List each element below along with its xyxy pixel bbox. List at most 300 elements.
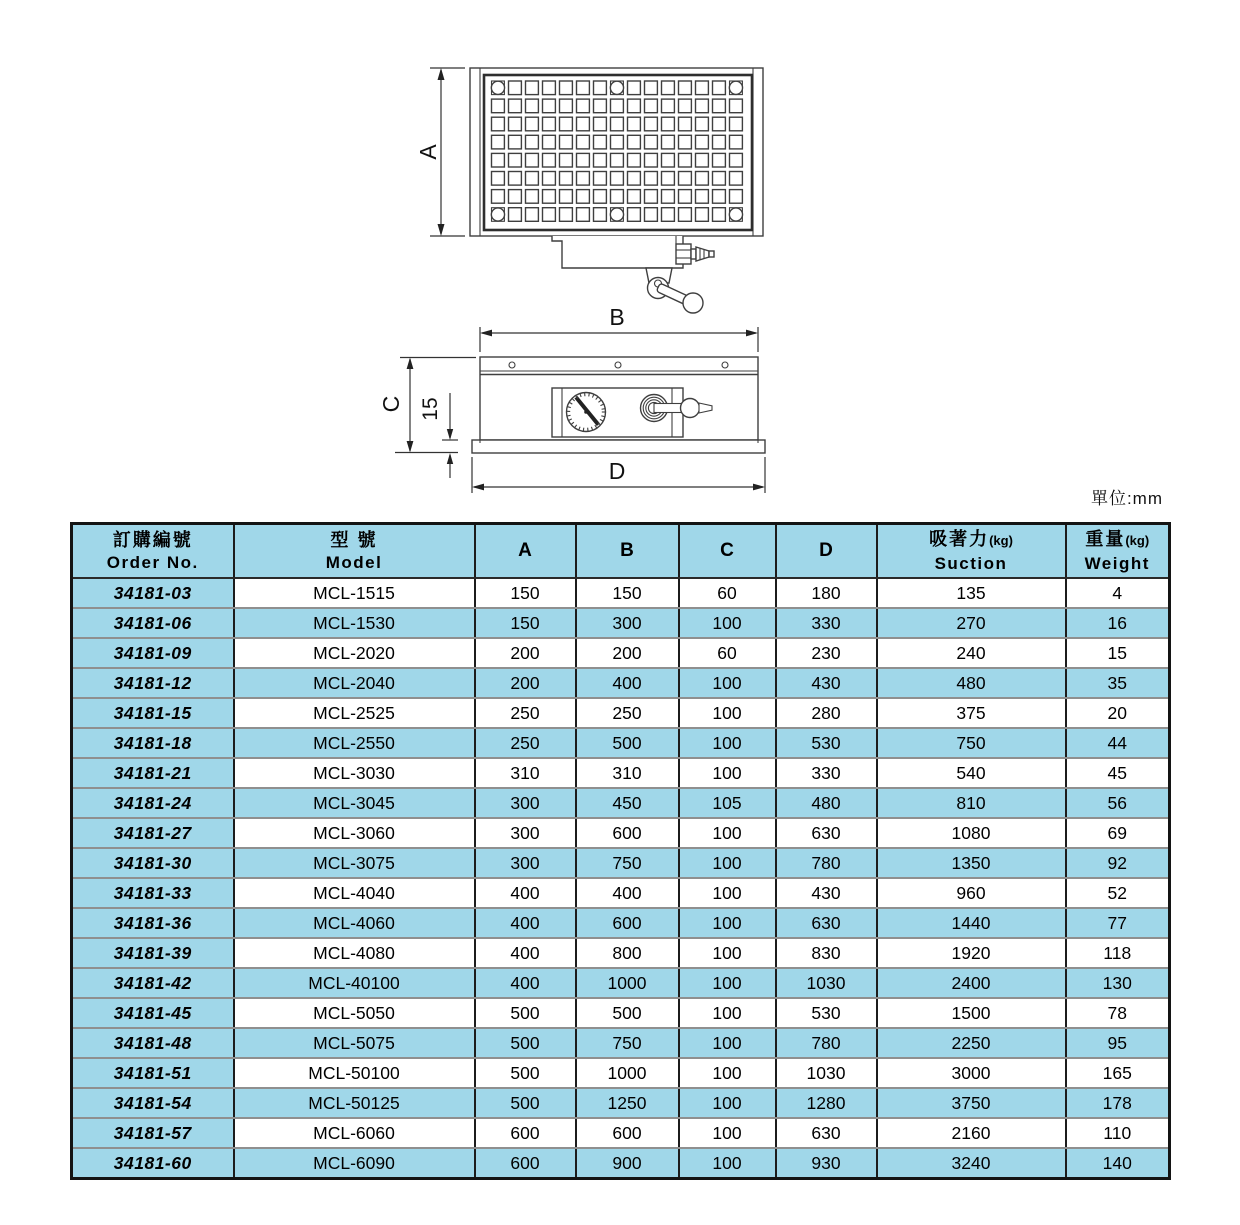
cell-suction: 810 (877, 788, 1066, 818)
mount-hole (610, 208, 623, 221)
pole-square (577, 208, 590, 222)
pole-square (492, 153, 505, 167)
header-label-zh: D (819, 540, 833, 561)
cell-d: 430 (776, 668, 877, 698)
pole-square (492, 190, 505, 204)
cell-model: MCL-5075 (234, 1028, 475, 1058)
pole-square (679, 153, 692, 167)
pole-square (543, 135, 556, 149)
cell-a: 200 (475, 638, 576, 668)
cell-b: 750 (576, 1028, 679, 1058)
pole-square (628, 190, 641, 204)
pole-square (730, 190, 743, 204)
cell-weight: 56 (1066, 788, 1170, 818)
side-view-diagram (378, 304, 765, 493)
cell-c: 100 (679, 1088, 776, 1118)
cell-suction: 750 (877, 728, 1066, 758)
cell-d: 1280 (776, 1088, 877, 1118)
cell-order-no: 34181-12 (72, 668, 234, 698)
gauge-tick (602, 409, 605, 410)
cell-a: 400 (475, 878, 576, 908)
cell-d: 630 (776, 818, 877, 848)
cell-model: MCL-5050 (234, 998, 475, 1028)
cell-a: 400 (475, 938, 576, 968)
pole-square (594, 153, 607, 167)
cell-d: 430 (776, 878, 877, 908)
pole-square (543, 99, 556, 113)
pole-square (509, 172, 522, 186)
cell-b: 600 (576, 818, 679, 848)
pole-square (594, 81, 607, 95)
pole-square (526, 117, 539, 131)
header-cell-c (679, 524, 776, 579)
cell-weight: 92 (1066, 848, 1170, 878)
cell-b: 600 (576, 1118, 679, 1148)
table-row (72, 728, 1170, 758)
cell-suction: 3000 (877, 1058, 1066, 1088)
cell-order-no: 34181-48 (72, 1028, 234, 1058)
dim-label-a: A (415, 144, 441, 160)
cell-model: MCL-4080 (234, 938, 475, 968)
pole-square (713, 135, 726, 149)
cell-d: 630 (776, 1118, 877, 1148)
hose-nipple (676, 244, 714, 264)
pole-square (509, 117, 522, 131)
pole-square (577, 81, 590, 95)
cell-a: 250 (475, 698, 576, 728)
cell-b: 300 (576, 608, 679, 638)
valve-housing (552, 236, 714, 313)
pole-square (543, 172, 556, 186)
cell-b: 900 (576, 1148, 679, 1179)
pole-square (611, 153, 624, 167)
pole-square (509, 153, 522, 167)
cell-order-no: 34181-15 (72, 698, 234, 728)
cell-model: MCL-3030 (234, 758, 475, 788)
cell-order-no: 34181-03 (72, 578, 234, 608)
pole-square (713, 208, 726, 222)
cell-b: 500 (576, 728, 679, 758)
pole-square (611, 99, 624, 113)
pole-square (628, 153, 641, 167)
cell-weight: 52 (1066, 878, 1170, 908)
cell-c: 100 (679, 998, 776, 1028)
pole-square (645, 172, 658, 186)
cell-a: 300 (475, 788, 576, 818)
pole-square (679, 172, 692, 186)
pole-square (645, 153, 658, 167)
table-row (72, 668, 1170, 698)
pole-square (560, 99, 573, 113)
table-row (72, 788, 1170, 818)
table-row (72, 1148, 1170, 1179)
cell-a: 150 (475, 578, 576, 608)
cell-weight: 69 (1066, 818, 1170, 848)
cell-d: 1030 (776, 968, 877, 998)
dim-label-b: B (609, 304, 625, 330)
cell-model: MCL-3045 (234, 788, 475, 818)
cell-weight: 130 (1066, 968, 1170, 998)
pole-square (594, 135, 607, 149)
cell-d: 780 (776, 1028, 877, 1058)
pole-square (662, 208, 675, 222)
pole-square (628, 172, 641, 186)
pole-square (730, 172, 743, 186)
cell-order-no: 34181-60 (72, 1148, 234, 1179)
pole-square (713, 117, 726, 131)
cell-model: MCL-2020 (234, 638, 475, 668)
cell-order-no: 34181-06 (72, 608, 234, 638)
pole-square (492, 117, 505, 131)
header-cell-weight (1066, 524, 1170, 579)
cell-c: 100 (679, 1058, 776, 1088)
spec-table-body (72, 578, 1170, 1179)
pole-square (696, 153, 709, 167)
cell-b: 400 (576, 668, 679, 698)
pole-square (560, 117, 573, 131)
cell-a: 300 (475, 848, 576, 878)
pole-square (730, 153, 743, 167)
cell-a: 500 (475, 998, 576, 1028)
mount-hole (491, 81, 504, 94)
pole-square (560, 208, 573, 222)
cell-b: 450 (576, 788, 679, 818)
pole-square (645, 117, 658, 131)
pole-square (628, 81, 641, 95)
cell-suction: 270 (877, 608, 1066, 638)
cell-order-no: 34181-09 (72, 638, 234, 668)
cell-order-no: 34181-51 (72, 1058, 234, 1088)
cell-suction: 2400 (877, 968, 1066, 998)
mount-hole (610, 81, 623, 94)
cell-a: 150 (475, 608, 576, 638)
cell-model: MCL-2040 (234, 668, 475, 698)
pole-square (662, 81, 675, 95)
pole-square (526, 208, 539, 222)
table-row (72, 1028, 1170, 1058)
cell-order-no: 34181-24 (72, 788, 234, 818)
pole-square (594, 99, 607, 113)
pole-square (730, 135, 743, 149)
pole-square (696, 172, 709, 186)
pole-square (662, 190, 675, 204)
cell-d: 330 (776, 758, 877, 788)
pole-square (509, 208, 522, 222)
pole-square (662, 99, 675, 113)
pole-square (645, 99, 658, 113)
header-cell-b (576, 524, 679, 579)
cell-c: 100 (679, 1148, 776, 1179)
pole-square (696, 135, 709, 149)
cell-a: 600 (475, 1148, 576, 1179)
pole-square (696, 190, 709, 204)
cell-order-no: 34181-54 (72, 1088, 234, 1118)
dim-label-15: 15 (419, 397, 442, 421)
cell-b: 800 (576, 938, 679, 968)
pole-square (560, 135, 573, 149)
header-label-zh: 重量(kg) (1085, 529, 1150, 549)
cell-weight: 77 (1066, 908, 1170, 938)
spec-table (70, 522, 1171, 1180)
header-label-en: Model (325, 553, 383, 572)
cell-weight: 178 (1066, 1088, 1170, 1118)
pole-square (713, 172, 726, 186)
cell-c: 100 (679, 1118, 776, 1148)
pole-square (645, 190, 658, 204)
header-label-zh: A (518, 540, 532, 561)
header-label-zh: B (620, 540, 634, 561)
header-cell-model (234, 524, 475, 579)
cell-order-no: 34181-57 (72, 1118, 234, 1148)
pressure-gauge (567, 393, 606, 432)
pole-square (679, 99, 692, 113)
cell-weight: 16 (1066, 608, 1170, 638)
cell-suction: 960 (877, 878, 1066, 908)
cell-c: 100 (679, 818, 776, 848)
top-view-diagram (415, 68, 763, 313)
pole-square (611, 135, 624, 149)
cell-d: 280 (776, 698, 877, 728)
cell-weight: 4 (1066, 578, 1170, 608)
cell-model: MCL-2525 (234, 698, 475, 728)
cell-model: MCL-6090 (234, 1148, 475, 1179)
cell-d: 1030 (776, 1058, 877, 1088)
dim-label-d: D (608, 458, 626, 484)
table-row (72, 638, 1170, 668)
cell-model: MCL-3075 (234, 848, 475, 878)
cell-suction: 2160 (877, 1118, 1066, 1148)
table-row (72, 938, 1170, 968)
unit-note: 單位:mm (1090, 489, 1163, 508)
mount-hole (491, 208, 504, 221)
technical-drawing (0, 0, 1240, 515)
pole-square (594, 208, 607, 222)
table-row (72, 848, 1170, 878)
cell-weight: 165 (1066, 1058, 1170, 1088)
table-row (72, 878, 1170, 908)
pole-square (543, 117, 556, 131)
pole-square (645, 81, 658, 95)
header-unit: (kg) (1125, 533, 1150, 548)
cell-suction: 135 (877, 578, 1066, 608)
pole-square (492, 99, 505, 113)
pole-square (713, 99, 726, 113)
cell-weight: 20 (1066, 698, 1170, 728)
cell-d: 530 (776, 998, 877, 1028)
pole-square (560, 190, 573, 204)
cell-b: 500 (576, 998, 679, 1028)
cell-order-no: 34181-36 (72, 908, 234, 938)
pole-square (492, 172, 505, 186)
base-flange (472, 440, 765, 453)
header-cell-suction (877, 524, 1066, 579)
header-label-zh: 訂購編號 (112, 530, 193, 550)
pole-square (662, 153, 675, 167)
dim-label-c: C (378, 395, 404, 413)
top-plate-screw (722, 362, 728, 368)
cell-order-no: 34181-33 (72, 878, 234, 908)
cell-weight: 118 (1066, 938, 1170, 968)
header-row (72, 524, 1170, 579)
header-label-en: Suction (934, 554, 1008, 573)
cell-weight: 35 (1066, 668, 1170, 698)
cell-model: MCL-1530 (234, 608, 475, 638)
pole-square (509, 99, 522, 113)
cell-order-no: 34181-45 (72, 998, 234, 1028)
table-row (72, 578, 1170, 608)
cell-model: MCL-40100 (234, 968, 475, 998)
pole-square (543, 81, 556, 95)
cell-order-no: 34181-42 (72, 968, 234, 998)
pole-square (662, 172, 675, 186)
pole-square (577, 135, 590, 149)
top-plate-screw (615, 362, 621, 368)
mount-hole (729, 208, 742, 221)
cell-a: 400 (475, 908, 576, 938)
cell-b: 1000 (576, 968, 679, 998)
cell-a: 300 (475, 818, 576, 848)
cell-c: 60 (679, 578, 776, 608)
pole-square (526, 190, 539, 204)
pole-square (611, 172, 624, 186)
cell-a: 500 (475, 1028, 576, 1058)
cell-c: 105 (679, 788, 776, 818)
header-cell-order-no (72, 524, 234, 579)
pole-square (679, 81, 692, 95)
cell-suction: 1350 (877, 848, 1066, 878)
cell-d: 780 (776, 848, 877, 878)
pole-square (662, 135, 675, 149)
cell-c: 60 (679, 638, 776, 668)
cell-c: 100 (679, 758, 776, 788)
pole-square (526, 99, 539, 113)
pole-square (577, 153, 590, 167)
cell-weight: 44 (1066, 728, 1170, 758)
gauge-tick (567, 415, 570, 416)
cell-model: MCL-4040 (234, 878, 475, 908)
pole-square (696, 99, 709, 113)
cell-b: 1250 (576, 1088, 679, 1118)
dimension-a (415, 68, 465, 236)
pole-square (492, 135, 505, 149)
pole-square (713, 190, 726, 204)
cell-order-no: 34181-30 (72, 848, 234, 878)
pole-square (679, 190, 692, 204)
cell-suction: 2250 (877, 1028, 1066, 1058)
pole-square (560, 172, 573, 186)
header-cell-a (475, 524, 576, 579)
pole-square (526, 81, 539, 95)
cell-b: 310 (576, 758, 679, 788)
cell-a: 250 (475, 728, 576, 758)
cell-weight: 78 (1066, 998, 1170, 1028)
cell-suction: 1500 (877, 998, 1066, 1028)
pole-square (594, 172, 607, 186)
cell-d: 480 (776, 788, 877, 818)
dimension-b (480, 304, 758, 352)
pole-square (645, 208, 658, 222)
table-row (72, 818, 1170, 848)
pole-square (543, 208, 556, 222)
header-label-en: Order No. (106, 553, 199, 572)
cell-model: MCL-50125 (234, 1088, 475, 1118)
pole-square (628, 208, 641, 222)
pole-square (679, 135, 692, 149)
cell-weight: 15 (1066, 638, 1170, 668)
pole-square (730, 99, 743, 113)
pole-square (696, 81, 709, 95)
cell-d: 630 (776, 908, 877, 938)
pole-square (577, 190, 590, 204)
cell-b: 750 (576, 848, 679, 878)
cell-order-no: 34181-18 (72, 728, 234, 758)
cell-model: MCL-2550 (234, 728, 475, 758)
cell-d: 230 (776, 638, 877, 668)
cell-d: 530 (776, 728, 877, 758)
cell-suction: 375 (877, 698, 1066, 728)
pole-square (543, 153, 556, 167)
cell-suction: 1440 (877, 908, 1066, 938)
pole-square (509, 135, 522, 149)
cell-suction: 3750 (877, 1088, 1066, 1118)
cell-suction: 480 (877, 668, 1066, 698)
cell-order-no: 34181-21 (72, 758, 234, 788)
table-row (72, 998, 1170, 1028)
cell-d: 930 (776, 1148, 877, 1179)
pole-square (594, 190, 607, 204)
cell-c: 100 (679, 908, 776, 938)
cell-d: 180 (776, 578, 877, 608)
cell-d: 830 (776, 938, 877, 968)
cell-b: 250 (576, 698, 679, 728)
pole-square (526, 153, 539, 167)
pole-square (730, 117, 743, 131)
mount-hole (729, 81, 742, 94)
pole-square (560, 81, 573, 95)
pole-square (611, 117, 624, 131)
cell-order-no: 34181-27 (72, 818, 234, 848)
pole-square (526, 135, 539, 149)
pole-square (611, 190, 624, 204)
gauge-tick (589, 393, 590, 396)
pole-square (696, 117, 709, 131)
pole-square (645, 135, 658, 149)
header-label-en: Weight (1084, 554, 1150, 573)
header-label-zh: C (720, 540, 734, 561)
header-label-zh: 型 號 (330, 530, 378, 550)
dimension-d (472, 457, 765, 493)
pole-square (713, 153, 726, 167)
top-plate-screw (509, 362, 515, 368)
cell-model: MCL-1515 (234, 578, 475, 608)
cell-suction: 3240 (877, 1148, 1066, 1179)
pole-square (662, 117, 675, 131)
header-label-zh: 吸著力(kg) (929, 529, 1013, 549)
cell-b: 400 (576, 878, 679, 908)
cell-a: 500 (475, 1058, 576, 1088)
cell-b: 150 (576, 578, 679, 608)
cell-model: MCL-6060 (234, 1118, 475, 1148)
pole-square (628, 135, 641, 149)
cell-c: 100 (679, 698, 776, 728)
cell-c: 100 (679, 938, 776, 968)
table-row (72, 1058, 1170, 1088)
cell-a: 600 (475, 1118, 576, 1148)
pole-square (577, 117, 590, 131)
header-cell-d (776, 524, 877, 579)
dimension-base-height (419, 393, 458, 478)
cell-c: 100 (679, 878, 776, 908)
